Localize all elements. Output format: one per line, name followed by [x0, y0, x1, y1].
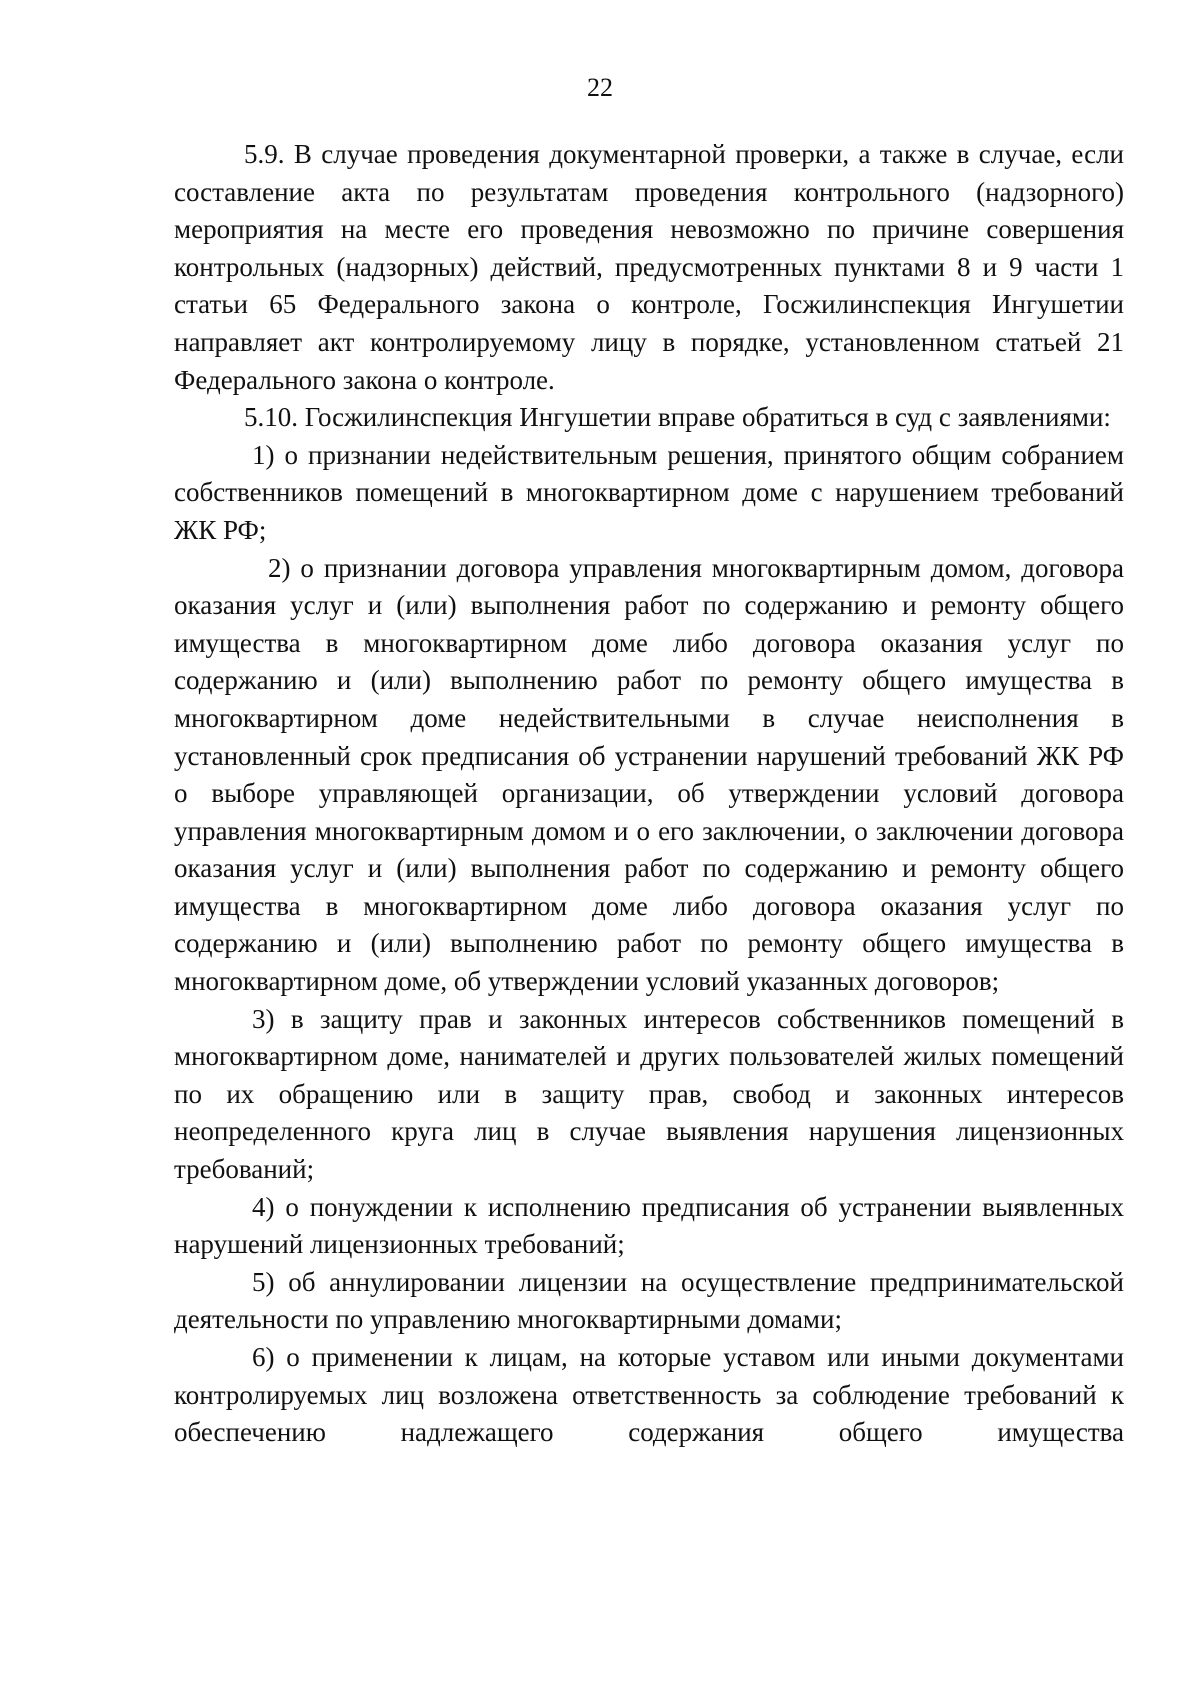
- list-item-6: 6) о применении к лицам, на которые уставом или иными документами контролируемых лиц возложена ответственность за соблюдение требований к обеспечению надлежащего содержания общего имущества: [174, 1342, 1124, 1448]
- paragraph-5-9: 5.9. В случае проведения документарной проверки, а также в случае, если составление акта по результатам проведения контрольного (надзорного) мероприятия на месте его проведения невозможно по причине совершения контрольных (надзорных) действий, предусмотренных пунктами 8 и 9 части 1 статьи 65 Федерального закона о контроле, Госжилинспекция Ингушетии направляет акт контролируемому лицу в порядке, установленном статьей 21 Федерального закона о контроле.: [174, 139, 1124, 395]
- list-item-2: 2) о признании договора управления многоквартирным домом, договора оказания услуг и (или) выполнения работ по содержанию и ремонту общего имущества в многоквартирном доме либо договора оказания услуг по содержанию и (или) выполнению работ по ремонту общего имущества в многоквартирном доме недействительными в случае неисполнения в установленный срок предписания об устранении нарушений требований ЖК РФ о выборе управляющей организации, об утверждении условий договора управления многоквартирным домом и о его заключении, о заключении договора оказания услуг и (или) выполнения работ по содержанию и ремонту общего имущества в многоквартирном доме либо договора оказания услуг по содержанию и (или) выполнению работ по ремонту общего имущества в многоквартирном доме, об утверждении условий указанных договоров;: [174, 552, 1124, 997]
- paragraph-5-10: 5.10. Госжилинспекция Ингушетии вправе обратиться в суд с заявлениями:: [244, 402, 1111, 433]
- list-item-3: 3) в защиту прав и законных интересов собственников помещений в многоквартирном доме, нанимателей и других пользователей жилых помещений по их обращению или в защиту прав, свобод и законных интересов неопределенного круга лиц в случае выявления нарушения лицензионных требований;: [174, 1003, 1124, 1185]
- document-body: [174, 136, 1124, 1452]
- list-item-1: 1) о признании недействительным решения, принятого общим собранием собственников помещений в многоквартирном доме с нарушением требований ЖК РФ;: [174, 439, 1124, 545]
- page-number: 22: [587, 73, 613, 102]
- list-item-5: 5) об аннулировании лицензии на осуществление предпринимательской деятельности по управлению многоквартирными домами;: [174, 1266, 1124, 1335]
- list-item-4: 4) о понуждении к исполнению предписания об устранении выявленных нарушений лицензионных требований;: [174, 1191, 1124, 1260]
